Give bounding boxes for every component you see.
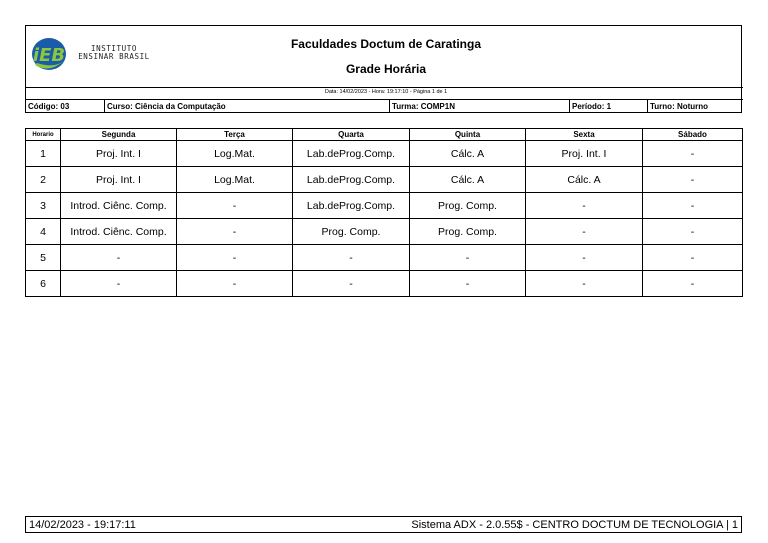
info-turno: Turno: Noturno [647,100,743,113]
course-info-row [26,99,743,113]
table-cell: Proj. Int. I [61,167,177,193]
table-cell: - [526,271,643,297]
table-cell: Introd. Ciênc. Comp. [61,193,177,219]
table-row [26,193,743,219]
table-cell: - [643,193,743,219]
print-date-meta: Data: 14/02/2023 - Hora: 19:17:10 - Página 1 de 1 [324,89,448,95]
table-row [26,141,743,167]
table-cell: - [293,271,410,297]
table-cell: Lab.deProg.Comp. [293,141,410,167]
table-cell: Log.Mat. [177,141,293,167]
table-cell: - [177,271,293,297]
table-row [26,245,743,271]
column-header: Sexta [526,129,643,141]
table-cell: - [177,193,293,219]
table-cell: Lab.deProg.Comp. [293,167,410,193]
table-cell: Introd. Ciênc. Comp. [61,219,177,245]
footer-timestamp: 14/02/2023 - 19:17:11 [29,519,136,531]
table-cell: - [643,141,743,167]
table-cell: 2 [26,167,61,193]
table-cell: - [61,245,177,271]
column-header: Terça [177,129,293,141]
table-cell: 1 [26,141,61,167]
meta-line [26,87,743,99]
column-header: Segunda [61,129,177,141]
report-footer [25,516,742,533]
column-header: Quinta [410,129,526,141]
logo-line-2: ENSINAR BRASIL [78,52,150,61]
table-row [26,167,743,193]
table-cell: Cálc. A [410,167,526,193]
table-cell: Lab.deProg.Comp. [293,193,410,219]
table-cell: Proj. Int. I [526,141,643,167]
logo-text [74,45,154,61]
table-cell: Proj. Int. I [61,141,177,167]
table-cell: - [410,245,526,271]
column-header: Horario [26,129,61,141]
table-cell: - [526,245,643,271]
table-cell: - [643,219,743,245]
document-title: Grade Horária [345,62,427,76]
info-codigo: Código: 03 [28,102,70,111]
info-turma: Turma: COMP1N [389,100,569,113]
report-header [25,25,742,113]
table-cell: Log.Mat. [177,167,293,193]
org-name: Faculdades Doctum de Caratinga [290,37,482,51]
logo-mark: iEB [32,45,66,66]
table-cell: - [61,271,177,297]
table-cell: 4 [26,219,61,245]
info-periodo: Período: 1 [569,100,647,113]
info-curso: Curso: Ciência da Computação [104,100,389,113]
column-header: Sábado [643,129,743,141]
table-cell: 5 [26,245,61,271]
table-cell: - [643,271,743,297]
table-cell: Cálc. A [526,167,643,193]
table-row [26,271,743,297]
logo-line-1: INSTITUTO [90,44,138,53]
table-cell: - [526,219,643,245]
table-cell: 6 [26,271,61,297]
table-cell: - [177,219,293,245]
column-header: Quarta [293,129,410,141]
table-cell: - [643,167,743,193]
table-cell: - [293,245,410,271]
footer-system-info: Sistema ADX - 2.0.55$ - CENTRO DOCTUM DE TECNOLOGIA | 1 [411,519,738,531]
table-cell: - [526,193,643,219]
table-cell: - [177,245,293,271]
table-header-row [26,129,743,141]
table-cell: Prog. Comp. [410,219,526,245]
table-cell: Cálc. A [410,141,526,167]
table-cell: - [410,271,526,297]
table-cell: 3 [26,193,61,219]
schedule-table [25,128,743,297]
table-cell: Prog. Comp. [293,219,410,245]
table-cell: - [643,245,743,271]
table-cell: Prog. Comp. [410,193,526,219]
table-row [26,219,743,245]
